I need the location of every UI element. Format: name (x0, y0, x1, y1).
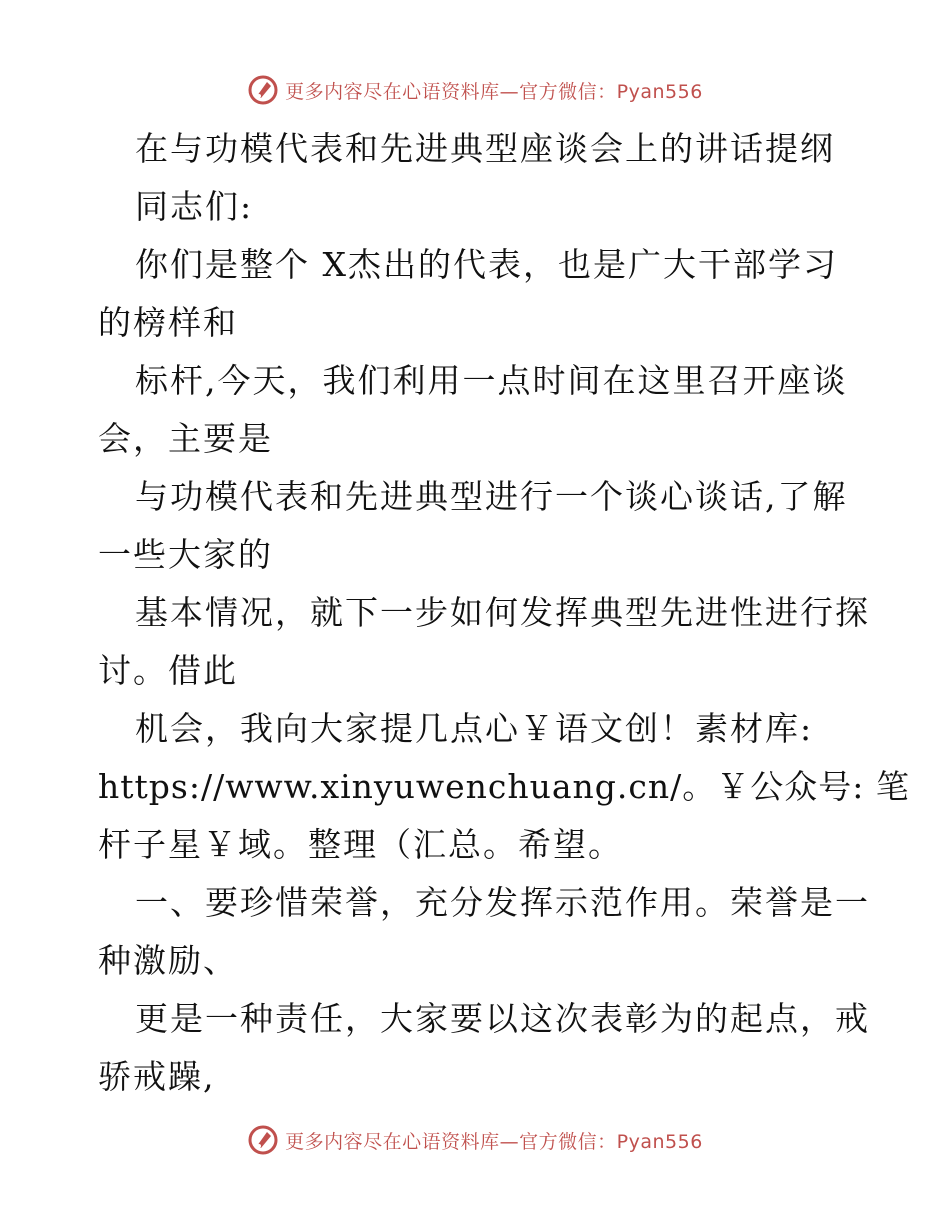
text-line: 同志们: (135, 187, 254, 226)
text-line: 会，主要是 (98, 419, 273, 458)
text-line: 你们是整个 X杰出的代表，也是广大干部学习 (135, 245, 838, 284)
text-line: 标杆,今天，我们利用一点时间在这里召开座谈 (135, 361, 848, 400)
header-banner (0, 70, 950, 110)
banner-text: 更多内容尽在心语资料库—官方微信：Pyan556 (285, 1130, 703, 1153)
banner-text: 更多内容尽在心语资料库—官方微信：Pyan556 (285, 80, 703, 103)
footer-banner (0, 1120, 950, 1160)
text-line: 讨。借此 (98, 651, 238, 690)
text-line: 杆子星￥域。整理（汇总。希望。 (98, 825, 623, 864)
document-body (98, 120, 910, 1106)
text-line: 骄戒躁, (98, 1057, 216, 1096)
text-line: 更是一种责任，大家要以这次表彰为的起点，戒 (135, 999, 870, 1038)
text-line: 基本情况，就下一步如何发挥典型先进性进行探 (135, 593, 870, 632)
text-line: 一些大家的 (98, 535, 273, 574)
text-line: 种激励、 (98, 941, 238, 980)
text-line: 一、要珍惜荣誉，充分发挥示范作用。荣誉是一 (135, 883, 870, 922)
text-line: 的榜样和 (98, 303, 238, 342)
text-line: 机会，我向大家提几点心￥语文创！素材库: (135, 709, 814, 748)
pen-nib-logo-icon (247, 1124, 279, 1156)
document-title: 在与功模代表和先进典型座谈会上的讲话提纲 (135, 129, 835, 168)
text-line-url: https://www.xinyuwenchuang.cn/。￥公众号: 笔 (98, 767, 910, 806)
pen-nib-logo-icon (247, 74, 279, 106)
text-line: 与功模代表和先进典型进行一个谈心谈话,了解 (135, 477, 848, 516)
